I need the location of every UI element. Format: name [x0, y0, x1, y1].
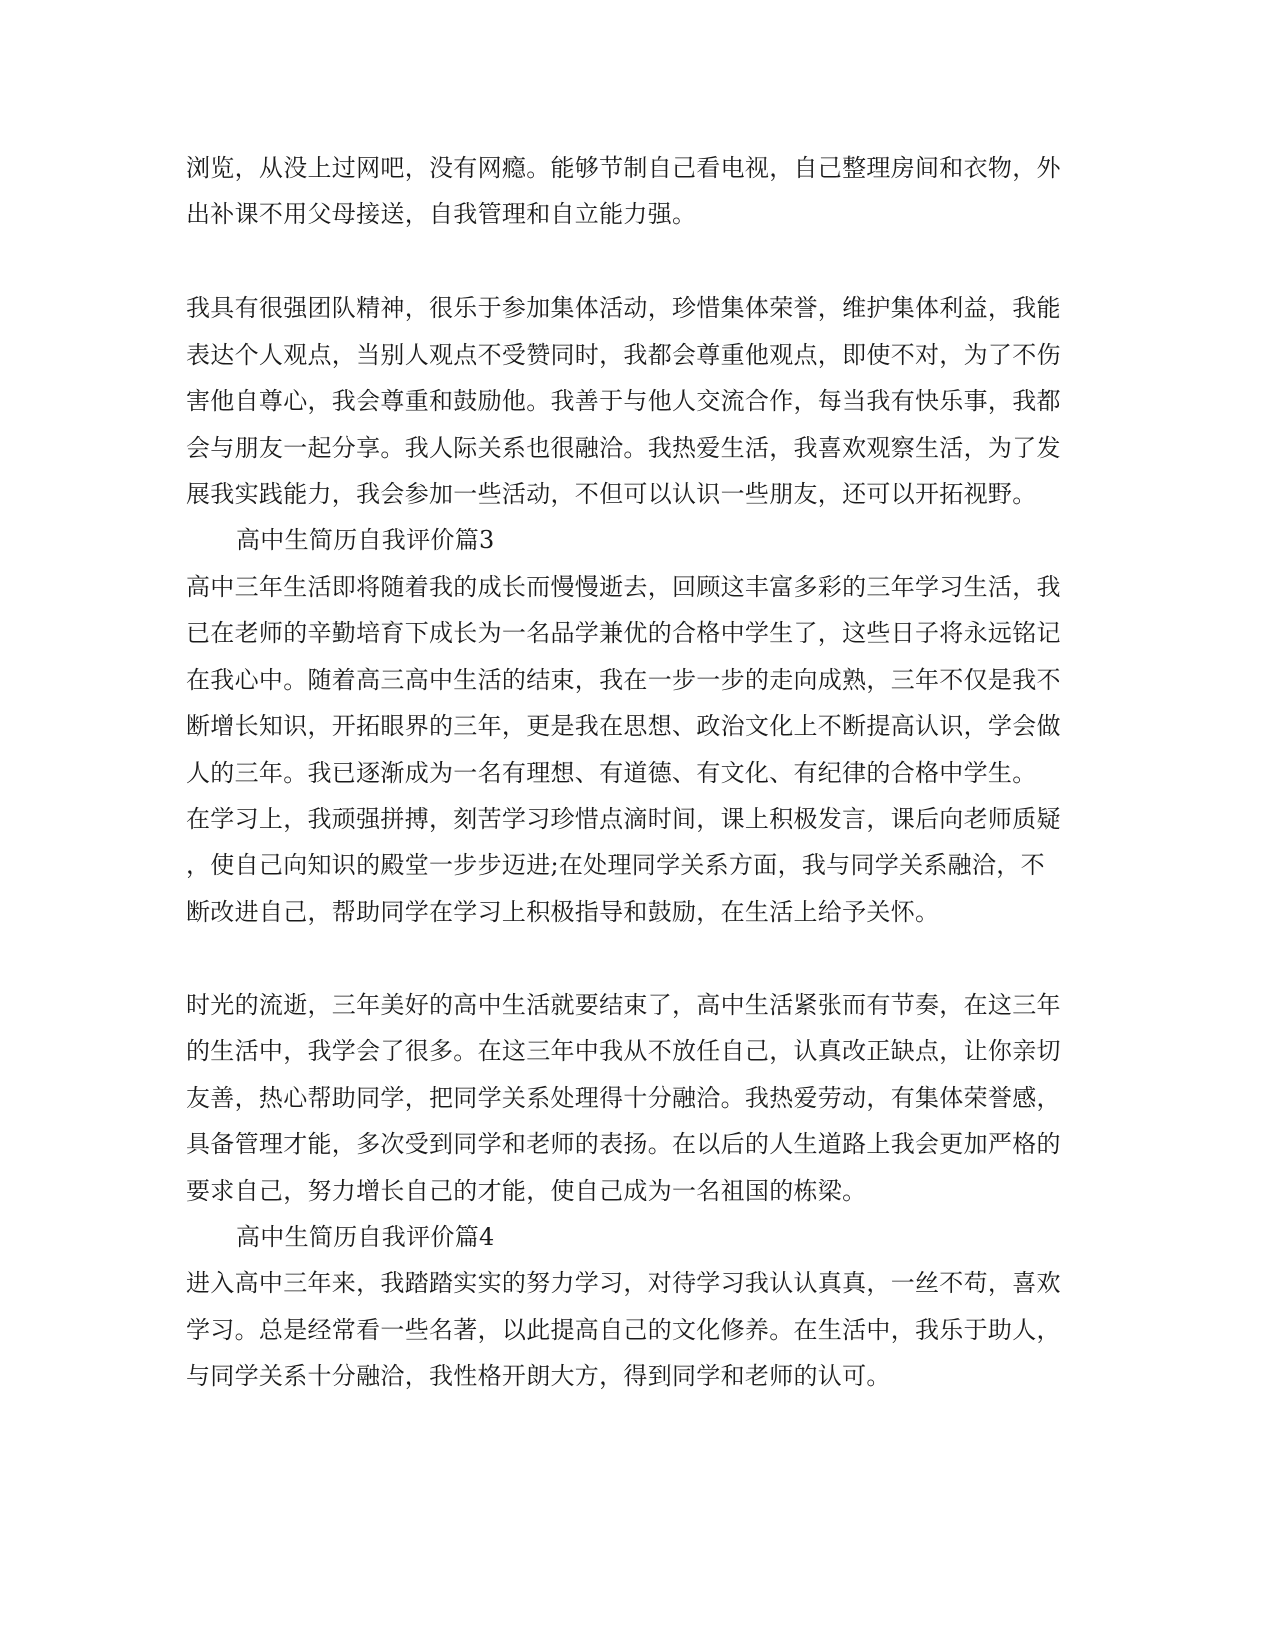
- text-line: 会与朋友一起分享。我人际关系也很融洽。我热爱生活，我喜欢观察生活，为了发: [186, 434, 1061, 462]
- text-line: 我具有很强团队精神，很乐于参加集体活动，珍惜集体荣誉，维护集体利益，我能: [186, 294, 1061, 322]
- text-line: 与同学关系十分融洽，我性格开朗大方，得到同学和老师的认可。: [186, 1362, 891, 1390]
- text-line: 在学习上，我顽强拼搏，刻苦学习珍惜点滴时间，课上积极发言，课后向老师质疑: [186, 805, 1061, 833]
- text-line: 友善，热心帮助同学，把同学关系处理得十分融洽。我热爱劳动，有集体荣誉感，: [186, 1084, 1061, 1112]
- text-line: 表达个人观点，当别人观点不受赞同时，我都会尊重他观点，即使不对，为了不伤: [186, 341, 1061, 369]
- text-line: 进入高中三年来，我踏踏实实的努力学习，对待学习我认认真真，一丝不苟，喜欢: [186, 1269, 1061, 1297]
- text-line: 时光的流逝，三年美好的高中生活就要结束了，高中生活紧张而有节奏，在这三年: [186, 991, 1061, 1019]
- text-line: 高中三年生活即将随着我的成长而慢慢逝去，回顾这丰富多彩的三年学习生活，我: [186, 573, 1061, 601]
- section-heading-3: 高中生简历自我评价篇3: [236, 526, 495, 554]
- section-heading-4: 高中生简历自我评价篇4: [236, 1223, 495, 1251]
- text-line: 害他自尊心，我会尊重和鼓励他。我善于与他人交流合作，每当我有快乐事，我都: [186, 387, 1061, 415]
- text-line: 人的三年。我已逐渐成为一名有理想、有道德、有文化、有纪律的合格中学生。: [186, 759, 1037, 787]
- text-line: 在我心中。随着高三高中生活的结束，我在一步一步的走向成熟，三年不仅是我不: [186, 666, 1061, 694]
- text-line: 展我实践能力，我会参加一些活动，不但可以认识一些朋友，还可以开拓视野。: [186, 480, 1037, 508]
- text-line: 断改进自己，帮助同学在学习上积极指导和鼓励，在生活上给予关怀。: [186, 898, 940, 926]
- text-line: 浏览，从没上过网吧，没有网瘾。能够节制自己看电视，自己整理房间和衣物，外: [186, 154, 1061, 182]
- text-line: 要求自己，努力增长自己的才能，使自己成为一名祖国的栋梁。: [186, 1177, 867, 1205]
- text-line: ，使自己向知识的殿堂一步步迈进;在处理同学关系方面，我与同学关系融洽，不: [186, 851, 1045, 879]
- text-line: 具备管理才能，多次受到同学和老师的表扬。在以后的人生道路上我会更加严格的: [186, 1130, 1061, 1158]
- text-line: 的生活中，我学会了很多。在这三年中我从不放任自己，认真改正缺点，让你亲切: [186, 1037, 1061, 1065]
- text-line: 已在老师的辛勤培育下成长为一名品学兼优的合格中学生了，这些日子将永远铭记: [186, 619, 1061, 647]
- text-line: 断增长知识，开拓眼界的三年，更是我在思想、政治文化上不断提高认识，学会做: [186, 712, 1061, 740]
- text-line: 学习。总是经常看一些名著，以此提高自己的文化修养。在生活中，我乐于助人，: [186, 1316, 1061, 1344]
- text-line: 出补课不用父母接送，自我管理和自立能力强。: [186, 200, 697, 228]
